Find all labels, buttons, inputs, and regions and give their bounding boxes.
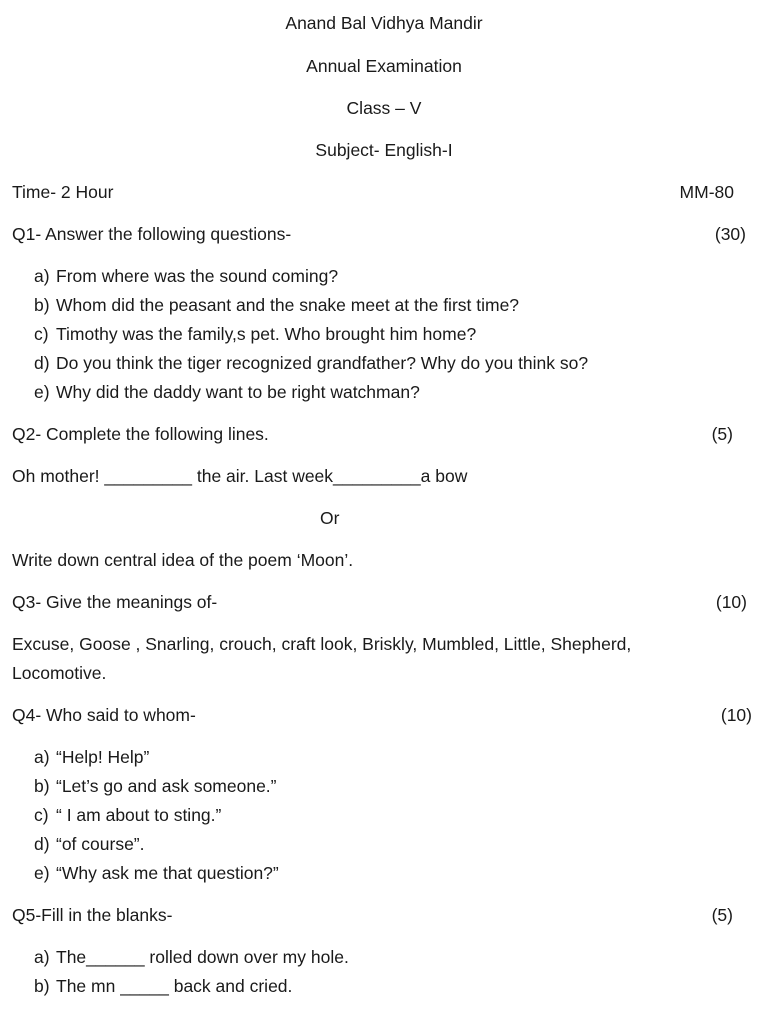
q2-line: Oh mother! _________ the air. Last week_________a bow xyxy=(12,466,468,486)
q5-marks: (5) xyxy=(711,905,733,925)
q2-title: Q2- Complete the following lines. xyxy=(12,424,269,444)
q1-item-d: d) Do you think the tiger recognized grandfather? Why do you think so? xyxy=(34,353,589,373)
q4-item-b: b) “Let’s go and ask someone.” xyxy=(34,776,277,796)
q1-title: Q1- Answer the following questions- xyxy=(12,224,292,244)
exam-title: Annual Examination xyxy=(306,56,462,76)
q2-marks: (5) xyxy=(711,424,733,444)
time-label: Time- 2 Hour xyxy=(12,182,114,202)
q3-title: Q3- Give the meanings of- xyxy=(12,592,218,612)
q2-alternative: Write down central idea of the poem ‘Moon’. xyxy=(12,550,354,570)
school-name: Anand Bal Vidhya Mandir xyxy=(285,13,483,33)
q4-marks: (10) xyxy=(720,705,752,725)
q2-or: Or xyxy=(320,508,340,528)
q1-item-c: c) Timothy was the family,s pet. Who brought him home? xyxy=(34,324,477,344)
q4-item-e: e) “Why ask me that question?” xyxy=(34,863,279,883)
q4-item-d: d) “of course”. xyxy=(34,834,145,854)
q5-item-b: b) The mn _____ back and cried. xyxy=(34,976,293,996)
q4-title: Q4- Who said to whom- xyxy=(12,705,196,725)
class-label: Class – V xyxy=(346,98,422,118)
max-marks: MM-80 xyxy=(679,182,734,202)
subject-label: Subject- English-I xyxy=(315,140,453,160)
q5-item-a: a) The______ rolled down over my hole. xyxy=(34,947,349,967)
q3-marks: (10) xyxy=(715,592,747,612)
q1-item-a: a) From where was the sound coming? xyxy=(34,266,339,286)
q1-item-e: e) Why did the daddy want to be right watchman? xyxy=(34,382,420,402)
q4-item-c: c) “ I am about to sting.” xyxy=(34,805,222,825)
q3-words-line1: Excuse, Goose , Snarling, crouch, craft look, Briskly, Mumbled, Little, Shepherd, xyxy=(12,634,632,654)
q5-title: Q5-Fill in the blanks- xyxy=(12,905,173,925)
q3-words-line2: Locomotive. xyxy=(12,663,107,683)
q4-item-a: a) “Help! Help” xyxy=(34,747,150,767)
q1-item-b: b) Whom did the peasant and the snake meet at the first time? xyxy=(34,295,520,315)
q1-marks: (30) xyxy=(714,224,746,244)
